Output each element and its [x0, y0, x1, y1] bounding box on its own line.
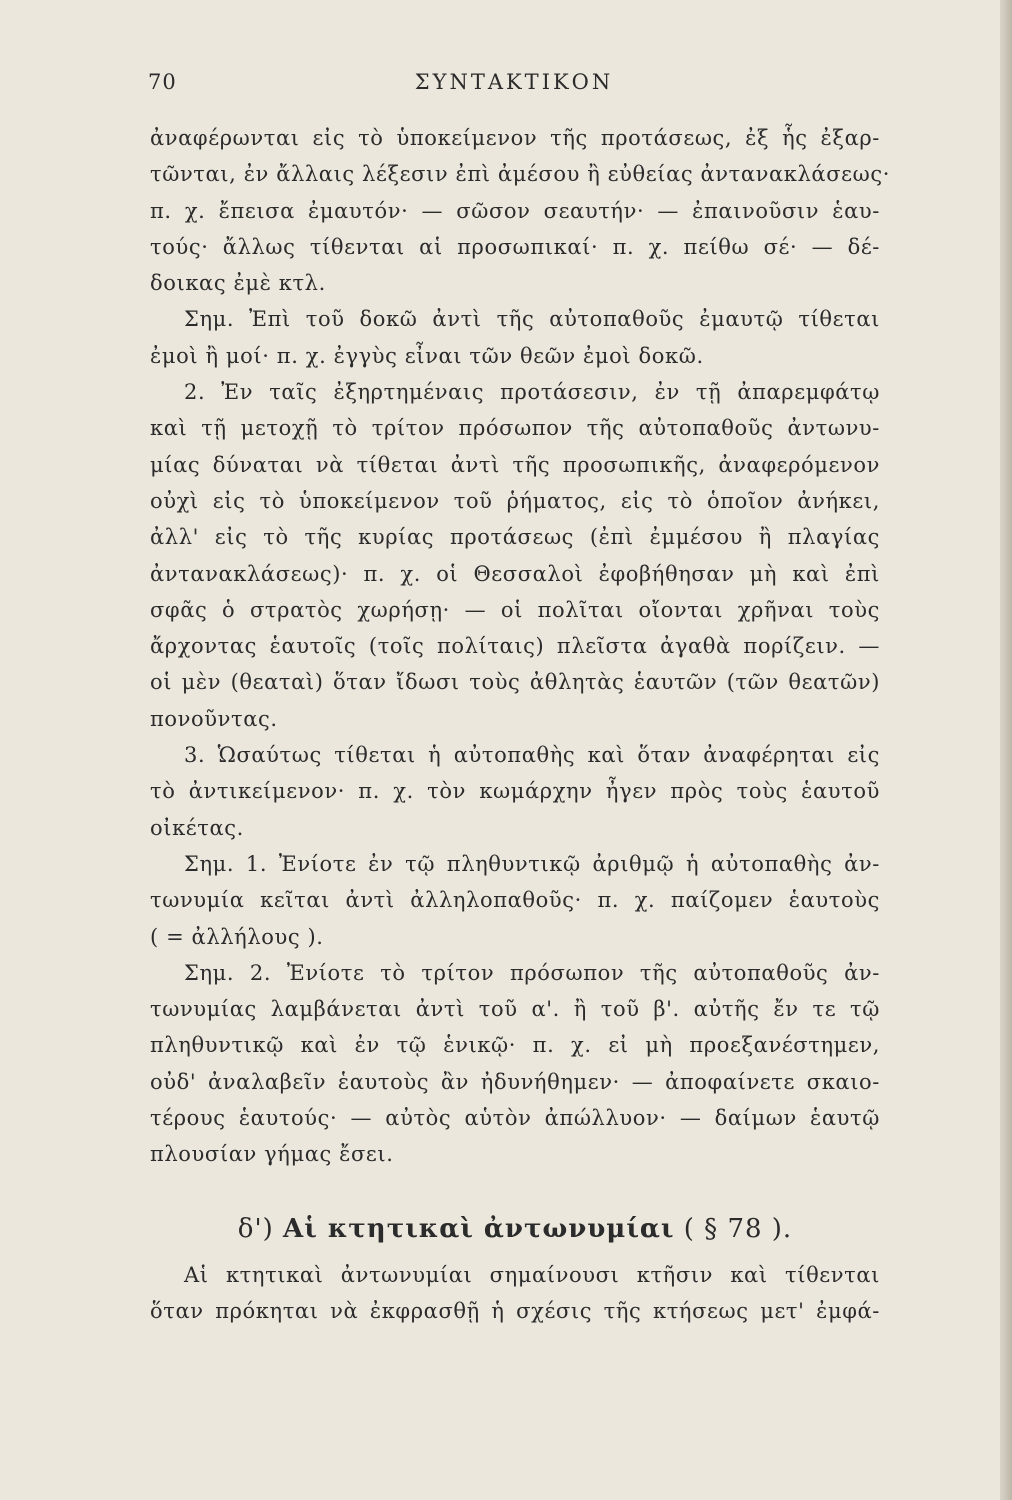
section-letter: δ'): [237, 1213, 274, 1244]
text-line: ἐμοὶ ἢ μοί· π. χ. ἐγγὺς εἶναι τῶν θεῶν ἐμοὶ δοκῶ.: [150, 343, 704, 368]
text-line: τῶνται, ἐν ἄλλαις λέξεσιν ἐπὶ ἀμέσου ἢ εὐθείας ἀντανακλάσεως·: [150, 162, 890, 187]
page-number: 70: [148, 70, 177, 94]
text-line: τούς· ἄλλως τίθενται αἱ προσωπικαί· π. χ. πείθω σέ· — δέ-: [150, 234, 880, 259]
text-line: τέρους ἑαυτούς· — αὐτὸς αὑτὸν ἀπώλλυον· — δαίμων ἑαυτῷ: [150, 1106, 880, 1131]
section-reference: ( § 78 ).: [683, 1213, 793, 1244]
text-line: πληθυντικῷ καὶ ἐν τῷ ἑνικῷ· π. χ. εἰ μὴ προεξανέστημεν,: [150, 1033, 880, 1058]
text-line: τὸ ἀντικείμενον· π. χ. τὸν κωμάρχην ἦγεν πρὸς τοὺς ἑαυτοῦ: [150, 779, 880, 804]
text-line: ( = ἀλλήλους ).: [150, 924, 324, 949]
page-edge: [1000, 0, 1012, 1500]
section-title: Αἱ κτητικαὶ ἀντωνυμίαι: [283, 1213, 675, 1244]
text-line: οἰκέτας.: [150, 815, 244, 840]
text-line: ἄρχοντας ἑαυτοῖς (τοῖς πολίταις) πλεῖστα ἀγαθὰ πορίζειν. —: [150, 634, 880, 659]
text-line: ἀλλ' εἰς τὸ τῆς κυρίας προτάσεως (ἐπὶ ἐμμέσου ἢ πλαγίας: [150, 525, 880, 550]
text-line: οὐχὶ εἰς τὸ ὑποκείμενον τοῦ ῥήματος, εἰς τὸ ὁποῖον ἀνήκει,: [150, 488, 880, 513]
paragraph-3-line: 3. Ὡσαύτως τίθεται ἡ αὐτοπαθὴς καὶ ὅταν ἀναφέρηται εἰς: [184, 743, 880, 768]
text-line: ὅταν πρόκηται νὰ ἐκφρασθῇ ἡ σχέσις τῆς κτήσεως μετ' ἐμφά-: [150, 1299, 880, 1324]
text-line: πλουσίαν γήμας ἔσει.: [150, 1142, 394, 1167]
text-line: τωνυμίας λαμβάνεται ἀντὶ τοῦ α'. ἢ τοῦ β'. αὐτῆς ἔν τε τῷ: [150, 997, 880, 1022]
note-line: Σημ. Ἐπὶ τοῦ δοκῶ ἀντὶ τῆς αὐτοπαθοῦς ἐμαυτῷ τίθεται: [184, 307, 880, 332]
text-line: ἀναφέρωνται εἰς τὸ ὑποκείμενον τῆς προτάσεως, ἐξ ἧς ἐξαρ-: [150, 126, 880, 150]
text-line: πονοῦντας.: [150, 706, 278, 731]
text-line: τωνυμία κεῖται ἀντὶ ἀλληλοπαθοῦς· π. χ. παίζομεν ἑαυτοὺς: [150, 888, 880, 913]
paragraph-2-line: 2. Ἐν ταῖς ἐξηρτημέναις προτάσεσιν, ἐν τῇ ἀπαρεμφάτῳ: [184, 380, 880, 405]
text-line: π. χ. ἔπεισα ἐμαυτόν· — σῶσον σεαυτήν· — ἐπαινοῦσιν ἑαυ-: [150, 198, 880, 223]
text-line: καὶ τῇ μετοχῇ τὸ τρίτον πρόσωπον τῆς αὐτοπαθοῦς ἀντωνυ-: [150, 416, 880, 441]
text-line: Αἱ κτητικαὶ ἀντωνυμίαι σημαίνουσι κτῆσιν καὶ τίθενται: [184, 1262, 880, 1287]
note-2-line: Σημ. 2. Ἐνίοτε τὸ τρίτον πρόσωπον τῆς αὐτοπαθοῦς ἀν-: [184, 960, 880, 985]
text-line: μίας δύναται νὰ τίθεται ἀντὶ τῆς προσωπικῆς, ἀναφερόμενον: [150, 452, 880, 477]
text-line: σφᾶς ὁ στρατὸς χωρήσῃ· — οἱ πολῖται οἴονται χρῆναι τοὺς: [150, 597, 880, 622]
text-line: ἀντανακλάσεως)· π. χ. οἱ Θεσσαλοὶ ἐφοβήθησαν μὴ καὶ ἐπὶ: [150, 561, 880, 586]
note-1-line: Σημ. 1. Ἐνίοτε ἐν τῷ πληθυντικῷ ἀριθμῷ ἡ αὐτοπαθὴς ἀν-: [184, 851, 880, 876]
text-line: οἱ μὲν (θεαταὶ) ὅταν ἴδωσι τοὺς ἀθλητὰς ἑαυτῶν (τῶν θεατῶν): [150, 670, 880, 695]
page-header: [148, 66, 880, 102]
text-line: δοικας ἐμὲ κτλ.: [150, 271, 326, 296]
body-text: [150, 120, 890, 1330]
section-heading: [150, 1211, 880, 1247]
running-title: ΣΥΝΤΑΚΤΙΚΟΝ: [414, 70, 614, 94]
text-line: οὐδ' ἀναλαβεῖν ἑαυτοὺς ἂν ἠδυνήθημεν· — ἀποφαίνετε σκαιο-: [150, 1069, 880, 1094]
